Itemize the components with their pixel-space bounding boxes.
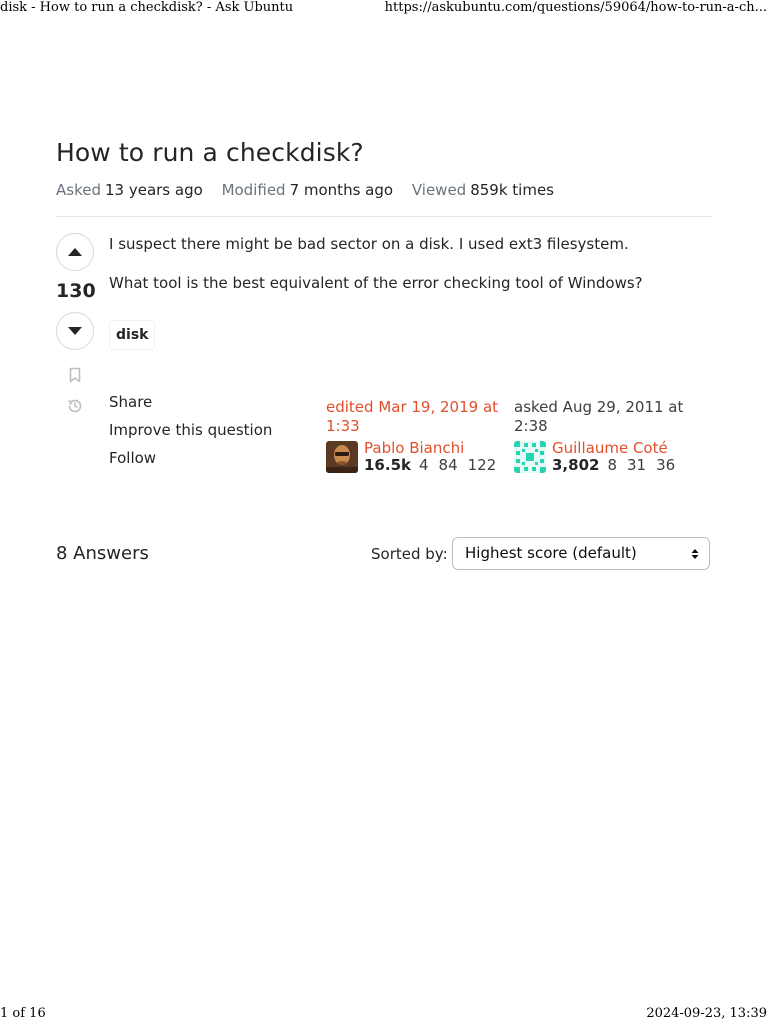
author-card xyxy=(514,398,704,474)
select-caret-icon xyxy=(691,548,699,560)
share-link[interactable]: Share xyxy=(109,393,153,411)
editor-card xyxy=(326,398,506,474)
history-button[interactable] xyxy=(66,397,84,415)
editor-name-link[interactable]: Pablo Bianchi xyxy=(364,439,465,457)
silver-badge-count: 84 xyxy=(438,456,458,474)
meta-asked-value[interactable]: 13 years ago xyxy=(104,181,203,199)
bronze-badge-count: 122 xyxy=(467,456,497,474)
meta-viewed-value: 859k times xyxy=(470,181,554,199)
bronze-badge-count: 36 xyxy=(656,456,676,474)
sort-select[interactable] xyxy=(452,537,710,570)
print-header-url: https://askubuntu.com/questions/59064/how-to-run-a-ch... xyxy=(384,0,767,15)
user-photo-icon xyxy=(326,441,358,473)
silver-badge-count: 31 xyxy=(627,456,647,474)
downvote-button[interactable] xyxy=(56,312,94,350)
arrow-up-icon xyxy=(67,247,83,257)
asked-timestamp[interactable]: asked Aug 29, 2011 at 2:38 xyxy=(514,398,684,435)
question-body-paragraph: I suspect there might be bad sector on a disk. I used ext3 filesystem. xyxy=(109,235,629,253)
bookmark-button[interactable] xyxy=(66,366,84,384)
print-header-title: disk - How to run a checkdisk? - Ask Ubuntu xyxy=(0,0,294,15)
author-name-link[interactable]: Guillaume Coté xyxy=(552,439,668,457)
follow-link[interactable]: Follow xyxy=(109,449,157,467)
meta-modified-value[interactable]: 7 months ago xyxy=(289,181,394,199)
avatar[interactable] xyxy=(326,441,358,473)
gold-badge-count: 4 xyxy=(419,456,429,474)
tag-disk[interactable]: disk xyxy=(109,320,155,350)
gold-badge-count: 8 xyxy=(607,456,617,474)
author-reputation xyxy=(552,456,692,474)
reputation-score: 3,802 xyxy=(552,456,600,474)
avatar[interactable] xyxy=(514,441,546,473)
arrow-down-icon xyxy=(67,326,83,336)
print-header xyxy=(0,0,768,16)
edited-timestamp-link[interactable]: edited Mar 19, 2019 at 1:33 xyxy=(326,398,499,435)
question-title[interactable]: How to run a checkdisk? xyxy=(56,138,364,167)
sort-select-value: Highest score (default) xyxy=(465,544,637,562)
identicon-icon xyxy=(514,441,546,473)
meta-asked-label: Asked xyxy=(56,181,101,199)
page-number: 1 of 16 xyxy=(0,1006,46,1021)
meta-viewed-label: Viewed xyxy=(411,181,467,199)
answers-count: 8 Answers xyxy=(56,543,149,564)
meta-modified-label: Modified xyxy=(221,181,286,199)
reputation-score: 16.5k xyxy=(364,456,411,474)
improve-question-link[interactable]: Improve this question xyxy=(109,421,273,439)
divider xyxy=(56,216,712,217)
upvote-button[interactable] xyxy=(56,233,94,271)
question-meta xyxy=(56,181,568,199)
sort-label: Sorted by: xyxy=(371,545,448,563)
print-timestamp: 2024-09-23, 13:39 xyxy=(646,1006,767,1021)
editor-reputation xyxy=(364,456,504,474)
history-icon xyxy=(66,397,84,415)
print-footer xyxy=(0,1006,768,1024)
question-body-paragraph: What tool is the best equivalent of the error checking tool of Windows? xyxy=(109,274,643,292)
vote-count: 130 xyxy=(56,280,96,302)
bookmark-icon xyxy=(69,367,81,383)
